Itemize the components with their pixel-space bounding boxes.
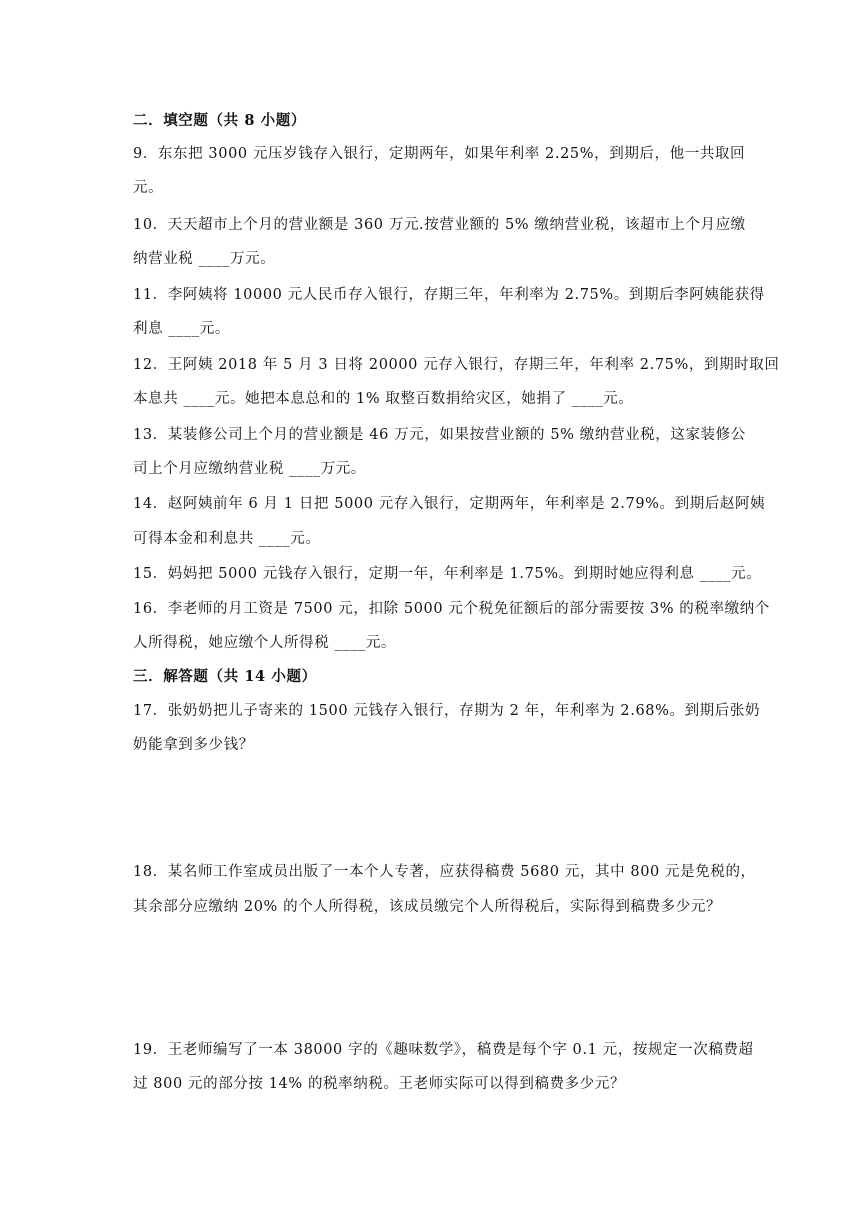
question-line: 10．天天超市上个月的营业额是 360 万元.按营业额的 5% 缴纳营业税，该超市上个月应缴 <box>133 217 746 233</box>
question-line: 17．张奶奶把儿子寄来的 1500 元钱存入银行，存期为 2 年，年利率为 2.68%。到期后张奶 <box>133 703 761 719</box>
question-line: 19．王老师编写了一本 38000 字的《趣味数学》，稿费是每个字 0.1 元，按规定一次稿费超 <box>133 1042 754 1058</box>
question-line: 14．赵阿姨前年 6 月 1 日把 5000 元存入银行，定期两年，年利率是 2.79%。到期后赵阿姨 <box>133 496 766 512</box>
question-line: 13．某装修公司上个月的营业额是 46 万元，如果按营业额的 5% 缴纳营业税，这家装修公 <box>133 427 746 443</box>
question-line: 奶能拿到多少钱？ <box>133 737 254 753</box>
question-line: 9．东东把 3000 元压岁钱存入银行，定期两年，如果年利率 2.25%，到期后，他一共取回 <box>133 146 746 162</box>
question-line: 本息共 ____元。她把本息总和的 1% 取整百数捐给灾区，她捐了 ____元。 <box>133 391 634 407</box>
question-line: 人所得税，她应缴个人所得税 ____元。 <box>133 635 397 651</box>
question-line: 15．妈妈把 5000 元钱存入银行，定期一年，年利率是 1.75%。到期时她应得利息 ____元。 <box>133 566 762 582</box>
question-line: 利息 ____元。 <box>133 321 231 337</box>
question-line: 纳营业税 ____万元。 <box>133 251 276 267</box>
section-heading-answer: 三．解答题（共 14 小题） <box>133 668 317 685</box>
question-line: 18．某名师工作室成员出版了一本个人专著，应获得稿费 5680 元，其中 800 元是免税的， <box>133 864 756 880</box>
question-line: 司上个月应缴纳营业税 ____万元。 <box>133 461 366 477</box>
question-line: 可得本金和利息共 ____元。 <box>133 531 321 547</box>
section-heading-fill-in: 二．填空题（共 8 小题） <box>133 112 306 129</box>
question-line: 11．李阿姨将 10000 元人民币存入银行，存期三年，年利率为 2.75%。到期后李阿姨能获得 <box>133 287 765 303</box>
question-line: 元。 <box>133 180 164 196</box>
question-line: 16．李老师的月工资是 7500 元，扣除 5000 元个税免征额后的部分需要按 3% 的税率缴纳个 <box>133 601 770 617</box>
question-line: 其余部分应缴纳 20% 的个人所得税，该成员缴完个人所得税后，实际得到稿费多少元？ <box>133 899 722 915</box>
question-line: 12．王阿姨 2018 年 5 月 3 日将 20000 元存入银行，存期三年，年利率 2.75%，到期时取回 <box>133 357 780 373</box>
question-line: 过 800 元的部分按 14% 的税率纳税。王老师实际可以得到稿费多少元？ <box>133 1076 626 1092</box>
